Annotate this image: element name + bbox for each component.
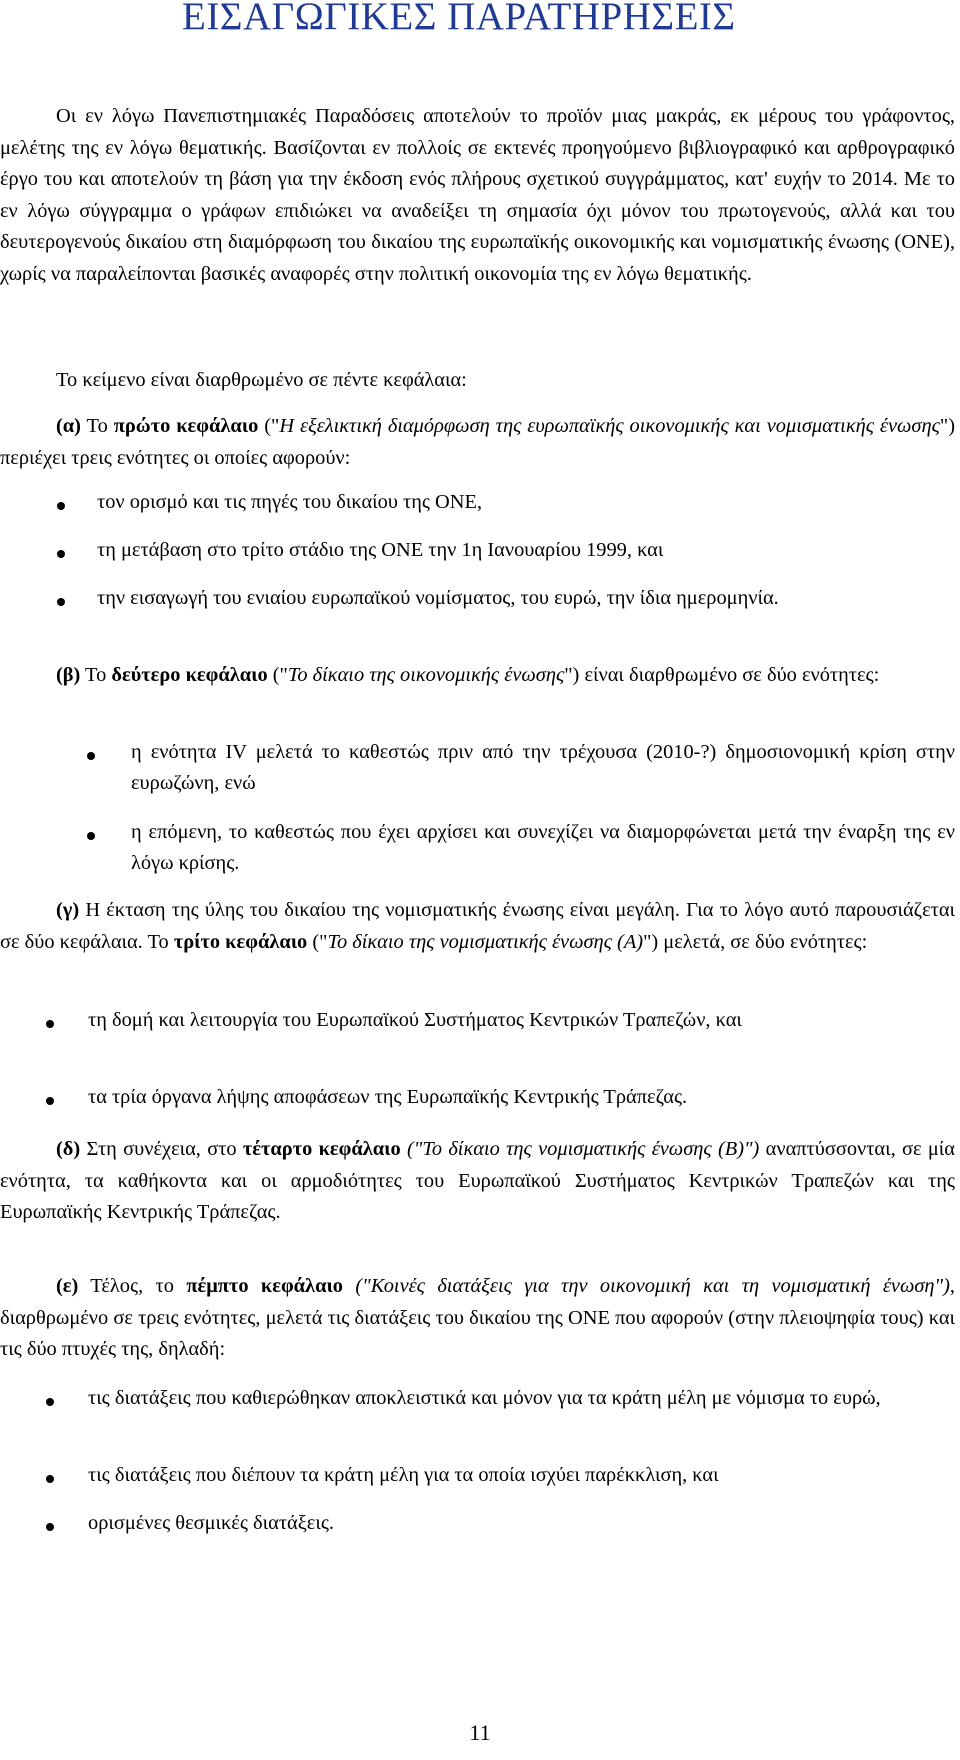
chapter-e-bullet-2: τις διατάξεις που διέπουν τα κράτη μέλη για τα οποία ισχύει παρέκκλιση, και	[88, 1464, 719, 1486]
chapter-c-title: τρίτο κεφάλαιο	[173, 930, 308, 953]
page-title: ΕΙΣΑΓΩΓΙΚΕΣ ΠΑΡΑΤΗΡΗΣΕΙΣ	[182, 0, 736, 38]
chapter-a-subtitle: Η εξελικτική διαμόρφωση της ευρωπαϊκής οικονομικής και νομισματικής ένωσης	[279, 415, 940, 437]
chapter-d-text-1: Στη συνέχεια, στο	[80, 1138, 243, 1160]
chapter-e-bullet-1: τις διατάξεις που καθιερώθηκαν αποκλειστικά και μόνον για τα κράτη μέλη με νόμισμα το ευρώ,	[88, 1387, 881, 1409]
chapter-b-bullet-1: η ενότητα IV μελετά το καθεστώς πριν από την τρέχουσα (2010-?) δημοσιονομική κρίση στην ευρωζώνη, ενώ	[131, 741, 955, 794]
bullet-icon	[46, 1475, 54, 1483]
chapter-b-bullet-2: η επόμενη, το καθεστώς που έχει αρχίσει και συνεχίζει να διαμορφώνεται μετά την έναρξη της εν λόγω κρίσης.	[131, 821, 955, 874]
intro-paragraph: Οι εν λόγω Πανεπιστημιακές Παραδόσεις αποτελούν το προϊόν μιας μακράς, εκ μέρους του γράφοντος, μελέτης της εν λόγω θεματικής. Βασίζονται εν πολλοίς σε εκτενές προηγούμενο βιβλιογραφικό και αρθρογραφικό έργο του και αποτελούν τη βάση για την έκδοση ενός πλήρους σχετικού συγγράμματος, κατ' ευχήν το 2014. Με το εν λόγω σύγγραμμα ο γράφων επιδιώκει να αναδείξει τη σημασία όχι μόνον του πρωτογενούς, αλλά και του δευτερογενούς δικαίου στη διαμόρφωση του δικαίου της ευρωπαϊκής οικονομικής και νομισματικής ένωσης (ΟΝΕ), χωρίς να παραλείπονται βασικές αναφορές στην πολιτική οικονομία της εν λόγω θεματικής.	[0, 105, 955, 285]
structure-sentence: Το κείμενο είναι διαρθρωμένο σε πέντε κεφάλαια:	[56, 369, 467, 391]
chapter-d-title: τέταρτο κεφάλαιο	[242, 1138, 401, 1160]
chapter-b-paragraph	[0, 660, 955, 692]
chapter-e-label: (ε)	[56, 1275, 79, 1297]
chapter-a-bullet-3: την εισαγωγή του ενιαίου ευρωπαϊκού νομίσματος, του ευρώ, την ίδια ημερομηνία.	[97, 587, 779, 609]
chapter-b-subtitle: Το δίκαιο της οικονομικής ένωσης	[287, 664, 565, 686]
chapter-b-text-1: Το	[80, 664, 112, 686]
chapter-a-text-3: ") περιέχει τρεις ενότητες οι οποίες αφορούν:	[0, 415, 955, 469]
chapter-a-text-2: ("	[258, 415, 280, 437]
chapter-c-bullet-1: τη δομή και λειτουργία του Ευρωπαϊκού Συστήματος Κεντρικών Τραπεζών, και	[88, 1009, 742, 1031]
chapter-b-text-2: ("	[267, 664, 288, 686]
page-number: 11	[469, 1720, 491, 1745]
chapter-c-subtitle: Το δίκαιο της νομισματικής ένωσης (Α)	[327, 930, 644, 953]
chapter-c-paragraph	[0, 895, 955, 958]
chapter-b-title: δεύτερο κεφάλαιο	[111, 664, 268, 686]
bullet-icon	[57, 598, 65, 606]
chapter-a-bullet-1: τον ορισμό και τις πηγές του δικαίου της ΟΝΕ,	[97, 491, 483, 513]
bullet-icon	[46, 1523, 54, 1531]
chapter-e-text-3: , διαρθρωμένο σε τρεις ενότητες, μελετά τις διατάξεις του δικαίου της ΟΝΕ που αφορούν (στην πλειοψηφία τους) και τις δύο πτυχές της, δηλαδή:	[0, 1275, 955, 1360]
chapter-c-text-1: Η έκταση της ύλης του δικαίου της νομισματικής ένωσης είναι μεγάλη. Για το λόγο αυτό παρουσιάζεται σε δύο κεφάλαια. Το	[0, 899, 955, 953]
chapter-d-subtitle: ("Το δίκαιο της νομισματικής ένωσης (Β)")	[406, 1138, 760, 1160]
chapter-c-label: (γ)	[56, 899, 80, 921]
chapter-a-label: (α)	[56, 415, 81, 437]
chapter-c-text-2: ("	[307, 930, 328, 953]
chapter-a-bullet-2: τη μετάβαση στο τρίτο στάδιο της ΟΝΕ την 1η Ιανουαρίου 1999, και	[97, 539, 664, 561]
chapter-b-label: (β)	[56, 664, 81, 686]
bullet-icon	[87, 832, 95, 840]
chapter-e-subtitle: ("Κοινές διατάξεις για την οικονομική και τη νομισματική ένωση")	[355, 1275, 950, 1297]
chapter-e-title: πέμπτο κεφάλαιο	[186, 1275, 343, 1297]
chapter-e-bullet-3: ορισμένες θεσμικές διατάξεις.	[88, 1512, 335, 1534]
chapter-c-text-3: ") μελετά, σε δύο ενότητες:	[643, 930, 868, 953]
chapter-a-paragraph	[0, 411, 955, 474]
chapter-e-paragraph	[0, 1271, 955, 1366]
bullet-icon	[87, 752, 95, 760]
chapter-d-label: (δ)	[56, 1138, 81, 1160]
bullet-icon	[57, 550, 65, 558]
chapter-c-bullet-2: τα τρία όργανα λήψης αποφάσεων της Ευρωπαϊκής Κεντρικής Τράπεζας.	[88, 1086, 688, 1108]
chapter-a-text-1: Το	[80, 415, 114, 437]
chapter-a-title: πρώτο κεφάλαιο	[113, 415, 259, 437]
chapter-e-text-2	[343, 1275, 355, 1297]
chapter-d-paragraph	[0, 1134, 955, 1229]
bullet-icon	[46, 1398, 54, 1406]
bullet-icon	[46, 1097, 54, 1105]
chapter-d-text-3: αναπτύσσονται, σε μία ενότητα, τα καθήκοντα και οι αρμοδιότητες του Ευρωπαϊκού Συστήματος Κεντρικών Τραπεζών και της Ευρωπαϊκής Κεντρικής Τράπεζας.	[0, 1138, 955, 1223]
bullet-icon	[46, 1020, 54, 1028]
chapter-b-text-3: ") είναι διαρθρωμένο σε δύο ενότητες:	[564, 664, 880, 686]
chapter-e-text-1: Τέλος, το	[78, 1275, 187, 1297]
bullet-icon	[57, 502, 65, 510]
